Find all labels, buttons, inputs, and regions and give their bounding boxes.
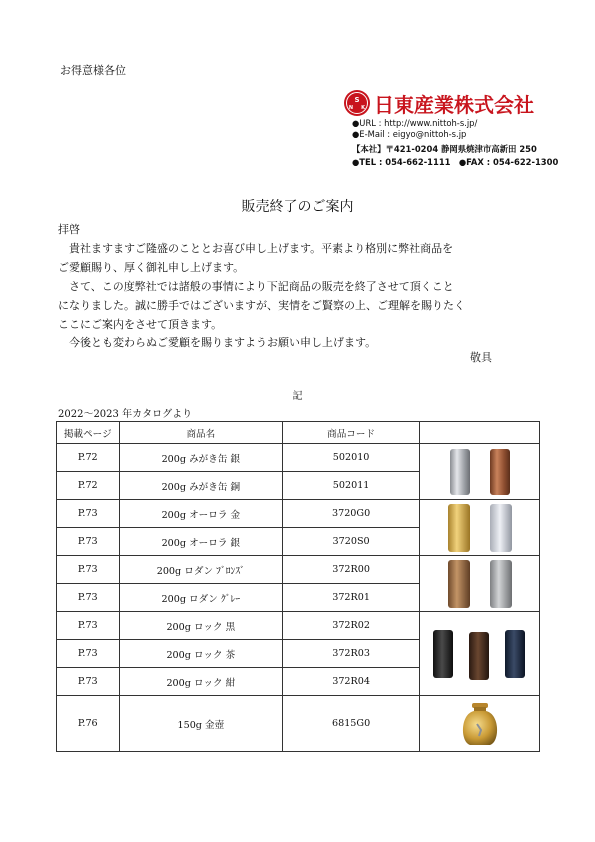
cell-code: 372R02: [283, 612, 420, 640]
cell-page: P.73: [57, 612, 120, 640]
table-row: [57, 696, 540, 752]
header-name: 商品名: [119, 422, 283, 444]
cell-code: 372R01: [283, 584, 420, 612]
product-image-rodan: [420, 556, 540, 612]
tea-canister-image: [425, 624, 535, 684]
cell-code: 372R03: [283, 640, 420, 668]
table-row: [57, 612, 540, 640]
cell-page: P.73: [57, 584, 120, 612]
cell-name: 200g ロック 紺: [119, 668, 283, 696]
tea-canister-image: [430, 558, 530, 610]
catalog-note: 2022〜2023 年カタログより: [58, 409, 193, 420]
cell-page: P.76: [57, 696, 120, 752]
body-line: ご愛顧賜り、厚く御礼申し上げます。: [58, 261, 245, 274]
cell-name: 200g ロック 茶: [119, 640, 283, 668]
ki-heading: 記: [292, 391, 303, 402]
cell-code: 372R00: [283, 556, 420, 584]
product-table: [56, 421, 540, 752]
cell-code: 372R04: [283, 668, 420, 696]
header-image: [420, 422, 540, 444]
cell-code: 502010: [283, 444, 420, 472]
cell-name: 200g みがき缶 銅: [119, 472, 283, 500]
company-logo: [343, 90, 534, 116]
body-line: になりました。誠に勝手ではございますが、実情をご賢察の上、ご理解を賜りたく: [58, 299, 465, 312]
tea-canister-image: [430, 502, 530, 554]
table-header-row: [57, 422, 540, 444]
cell-page: P.73: [57, 640, 120, 668]
cell-name: 200g オーロラ 銀: [119, 528, 283, 556]
body-line: さて、この度弊社では諸般の事情により下記商品の販売を終了させて頂くこと: [58, 280, 454, 293]
nsk-emblem-icon: [343, 89, 371, 117]
addressee: お得意様各位: [60, 64, 126, 77]
cell-name: 200g ロダン ｸﾞﾚｰ: [119, 584, 283, 612]
greeting: 拝啓: [58, 223, 80, 236]
cell-name: 200g オーロラ 金: [119, 500, 283, 528]
cell-name: 200g ロック 黒: [119, 612, 283, 640]
cell-page: P.73: [57, 500, 120, 528]
header-page: 掲載ページ: [57, 422, 120, 444]
table-row: [57, 556, 540, 584]
tea-canister-image: [430, 447, 530, 497]
company-address: 【本社】〒421-0204 静岡県焼津市高新田 250: [352, 144, 537, 154]
product-image-rock: [420, 612, 540, 696]
table-row: [57, 444, 540, 472]
cell-page: P.72: [57, 444, 120, 472]
cell-code: 3720G0: [283, 500, 420, 528]
body-line: 貴社ますますご隆盛のこととお喜び申し上げます。平素より格別に弊社商品を: [58, 242, 454, 255]
cell-code: 502011: [283, 472, 420, 500]
svg-text:K: K: [361, 105, 365, 111]
cell-code: 3720S0: [283, 528, 420, 556]
product-image-aurora: [420, 500, 540, 556]
body-line: 今後とも変わらぬご愛顧を賜りますようお願い申し上げます。: [58, 336, 377, 349]
company-phone-fax: ●TEL : 054-662-1111 ●FAX : 054-622-1300: [352, 157, 559, 167]
header-code: 商品コード: [283, 422, 420, 444]
cell-page: P.72: [57, 472, 120, 500]
company-url: ●URL : http://www.nittoh-s.jp/: [352, 118, 478, 128]
cell-code: 6815G0: [283, 696, 420, 752]
cell-name: 150g 金壺: [119, 696, 283, 752]
product-image-kintsubo: [420, 696, 540, 752]
product-image-migaki: [420, 444, 540, 500]
company-name: 日東産業株式会社: [374, 92, 534, 117]
cell-page: P.73: [57, 556, 120, 584]
cell-name: 200g ロダン ﾌﾞﾛﾝｽﾞ: [119, 556, 283, 584]
table-row: [57, 500, 540, 528]
company-email: ●E-Mail : eigyo@nittoh-s.jp: [352, 129, 467, 139]
body-line: ここにご案内をさせて頂きます。: [58, 318, 223, 331]
svg-text:S: S: [354, 96, 360, 104]
gold-jar-image: [450, 700, 510, 748]
closing: 敬具: [470, 351, 492, 364]
cell-name: 200g みがき缶 銀: [119, 444, 283, 472]
document-title: 販売終了のご案内: [241, 199, 354, 215]
cell-page: P.73: [57, 528, 120, 556]
cell-page: P.73: [57, 668, 120, 696]
svg-text:N: N: [348, 105, 354, 111]
